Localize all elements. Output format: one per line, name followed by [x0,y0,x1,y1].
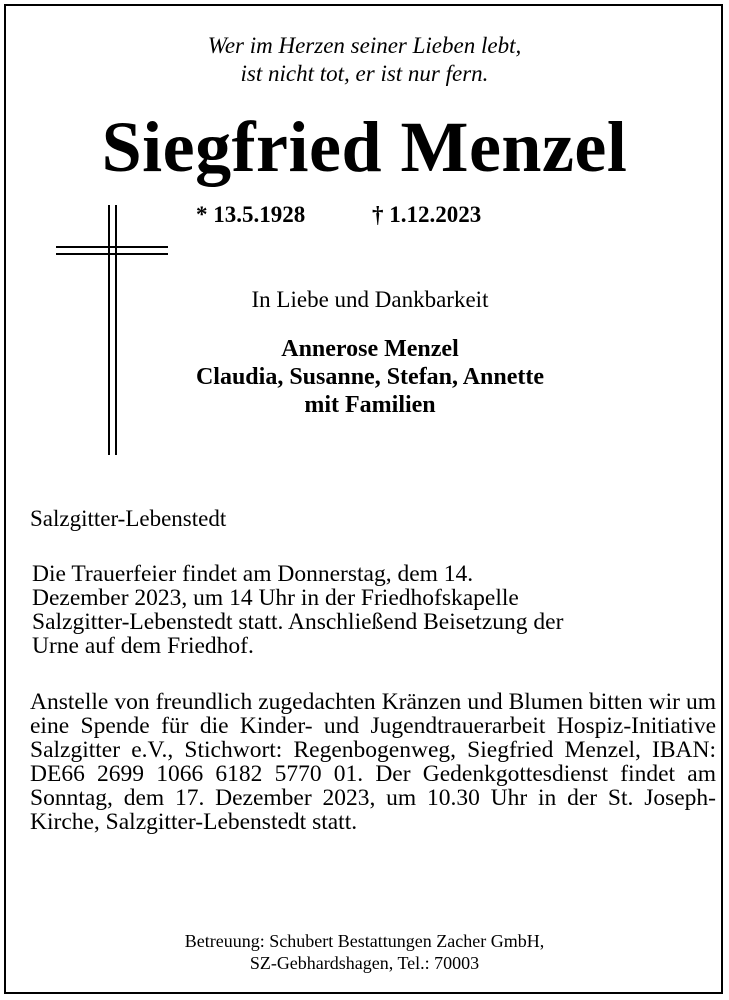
dedication: In Liebe und Dankbarkeit [251,287,489,312]
motto-line-2: ist nicht tot, er ist nur fern. [240,61,489,86]
cross-horizontal-line-top [56,246,168,248]
funeral-line-3: Salzgitter-Lebenstedt statt. Anschließend Beisetzung der [32,609,564,635]
family-line-2: Claudia, Susanne, Stefan, Annette [195,364,545,390]
footer-line-1: Betreuung: Schubert Bestattungen Zacher GmbH, [184,931,545,951]
family-line-1: Annerose Menzel [281,336,459,362]
birth-date: * 13.5.1928 [196,202,306,227]
motto-line-1: Wer im Herzen seiner Lieben lebt, [207,33,522,58]
donation-paragraph: Anstelle von freundlich zugedachten Kränzen und Blumen bitten wir um eine Spende für die Kinder- und Jugendtrauerarbeit Hospiz-Initiative Salzgitter e.V., Stichwort: Regenbogenweg, Siegfried Menzel, IBAN: DE66 2699 1066 6182 5770 01. Der Gedenkgottesdienst findet am Sonntag, dem 17. Dezember 2023, um 10.30 Uhr in der St. Joseph-Kirche, Salzgitter-Lebenstedt statt. [30,689,716,835]
cross-horizontal-line-bottom [56,253,168,255]
funeral-line-2: Dezember 2023, um 14 Uhr in der Friedhofskapelle [32,585,519,611]
funeral-home-footer [0,930,729,974]
footer-line-2: SZ-Gebhardshagen, Tel.: 70003 [249,953,480,973]
family-line-3: mit Familien [304,392,436,418]
funeral-paragraph [32,562,712,658]
funeral-line-1: Die Trauerfeier findet am Donnerstag, dem 14. [32,561,474,587]
motto [0,32,729,88]
family-names [100,335,640,419]
place: Salzgitter-Lebenstedt [30,506,227,531]
deceased-name: Siegfried Menzel [101,107,628,187]
funeral-line-4: Urne auf dem Friedhof. [32,633,254,659]
death-date: † 1.12.2023 [372,202,482,227]
